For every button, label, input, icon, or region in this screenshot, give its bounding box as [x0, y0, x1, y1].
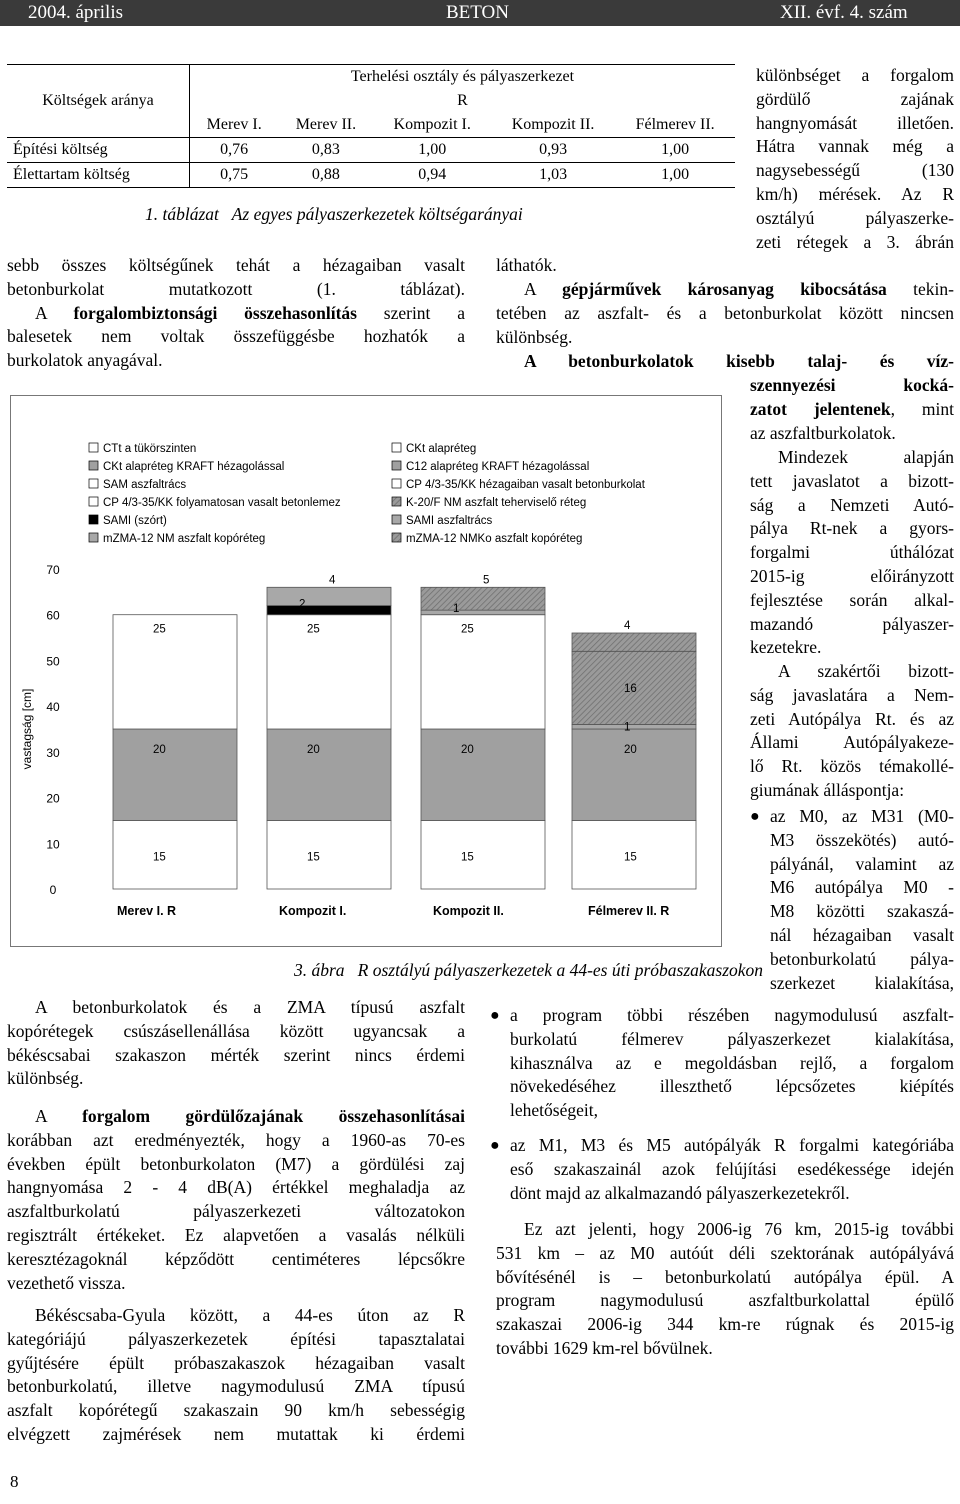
bar-segment — [113, 729, 237, 820]
table-caption: 1. táblázat Az egyes pályaszerkezetek költségarányai — [145, 204, 523, 224]
text-line: burkolatok anyagával. — [7, 350, 163, 371]
legend-right-swatch — [392, 443, 401, 452]
header-title: BETON — [446, 2, 509, 23]
text-line: kihasználva az e megoldásban rejlő, a forgalom — [510, 1052, 954, 1073]
text-line: pályánál, valamint az — [770, 853, 954, 874]
right-para-1 — [496, 254, 954, 278]
text-line: különbség. — [496, 326, 573, 347]
text-line: ság javaslatára a Nem- — [750, 684, 954, 705]
bar-data-label: 20 — [153, 744, 166, 756]
bar-data-label: 15 — [153, 851, 166, 864]
legend-left-swatch — [89, 443, 98, 452]
x-category-label: Merev I. R — [117, 904, 177, 918]
right-para-6 — [496, 1218, 954, 1361]
text-line: aszfaltburkolatú pályaszerkezeti változatokon — [7, 1201, 465, 1222]
x-category-label: Félmerev II. R — [588, 904, 670, 918]
table-cell: 0,75 — [190, 163, 279, 188]
figure-chart — [10, 395, 722, 947]
table-cell: 1,03 — [491, 163, 615, 188]
legend-left-label: CP 4/3-35/KK folyamatosan vasalt betonlemez — [103, 497, 341, 509]
text-line: A betonburkolatok és a ZMA típusú aszfalt — [35, 997, 465, 1017]
table-cell: 1,00 — [615, 138, 735, 163]
table-column-header: Félmerev II. — [615, 113, 735, 138]
right-column-top — [756, 64, 954, 254]
bar-segment — [421, 615, 545, 729]
legend-right-swatch — [392, 461, 401, 470]
text-line: gördülő zajának — [756, 88, 954, 109]
bar-data-label: 1 — [453, 603, 460, 616]
legend-right-label: mZMA-12 NMKo aszfalt kopóréteg — [406, 533, 583, 545]
table-row — [7, 163, 735, 188]
table-cell: 0,88 — [278, 163, 373, 188]
bullet-2: ● a program többi részében nagymodulusú aszfalt- burkolatú félmerev pályaszerkezet kialakítása, kihasználva az e megoldásban rejlő, a forgalom növekedéséhez illeszthető lépcsőzetes kiépítés lehetőségeit, — [490, 1004, 954, 1123]
right-para-2 — [496, 278, 954, 349]
table-cell: 0,94 — [374, 163, 491, 188]
figure-caption: 3. ábra R osztályú pályaszerkezetek a 44-es úti próbaszakaszokon — [294, 960, 764, 980]
bar-data-label: 15 — [307, 851, 320, 864]
text-line: nál hézagaiban vasalt — [770, 924, 954, 945]
legend-left-label: CKt alapréteg KRAFT hézagolással — [103, 461, 285, 473]
table-column-header: Merev II. — [278, 113, 373, 138]
text-line: zeti Autópálya Rt. és az — [750, 708, 954, 729]
table-column-header: Kompozit II. — [491, 113, 615, 138]
text-line: giumának álláspontja: — [750, 779, 905, 800]
y-tick-label: 0 — [49, 883, 57, 897]
bar-segment — [572, 633, 696, 651]
legend-left-swatch — [89, 497, 98, 506]
text-line: burkolatú félmerev pályaszerkezet kialakítása, — [510, 1028, 954, 1049]
right-para-4 — [750, 446, 954, 660]
legend-left-swatch — [89, 479, 98, 488]
bar-segment — [267, 820, 391, 889]
text-line: különbség. — [7, 1068, 84, 1089]
text-line: balesetek nem voltak összefüggésbe hozhatók a — [7, 326, 465, 347]
bar-segment — [113, 820, 237, 889]
bar-segment — [421, 820, 545, 889]
y-tick-label: 30 — [46, 745, 60, 760]
legend-right-label: C12 alapréteg KRAFT hézagolással — [406, 461, 590, 473]
bar-data-label: 20 — [624, 744, 637, 756]
left-para-test — [7, 1304, 465, 1447]
text-line: M6 autópálya M0 - — [770, 877, 954, 898]
text-line: eső szakaszainál azok felújítási esedékessége idején — [510, 1158, 954, 1179]
bar-segment — [113, 615, 237, 729]
text-line: betonburkolatú pálya- — [770, 948, 954, 969]
bar-data-label: 25 — [461, 623, 474, 636]
legend-right-swatch — [392, 515, 401, 524]
text-line: szennyezési kocká- — [750, 375, 954, 395]
legend-right-label: CP 4/3-35/KK hézagaiban vasalt betonburkolat — [406, 479, 645, 491]
bar-segment — [572, 729, 696, 820]
table-row — [7, 138, 735, 163]
text-line: növekedéséhez illeszthető lépcsőzetes kiépítés — [510, 1076, 954, 1097]
legend-right-label: K-20/F NM aszfalt teherviselő réteg — [406, 497, 587, 509]
y-tick-label: 50 — [46, 654, 60, 669]
text-line: elvégzett zajmérések nem mutattak ki érdemi — [7, 1423, 465, 1444]
header-date: 2004. április — [28, 2, 123, 23]
text-line: kategóriájú pályaszerkezetek építési tapasztalatai — [7, 1328, 465, 1349]
bullet-3: ● az M1, M3 és M5 autópályák R forgalmi kategóriába eső szakaszainál azok felújítási esedékessége idején dönt majd az alkalmazandó pályaszerkezetekről. — [490, 1134, 954, 1205]
stacked-bar-chart — [11, 396, 721, 946]
text-line: békéscsabai szakaszon mérték szerint nincs érdemi — [7, 1044, 465, 1065]
text-line: A forgalom gördülőzajának összehasonlításai — [35, 1106, 465, 1126]
legend-right-label: CKt alapréteg — [406, 443, 477, 455]
legend-right-swatch — [392, 533, 401, 542]
y-tick-label: 70 — [46, 563, 60, 577]
text-line: 531 km – az M0 autóút déli szektorának autópályává — [496, 1242, 954, 1263]
bullet-1: ● az M0, az M31 (M0- M3 összekötés) autó- pályánál, valamint az M6 autópálya M0 - M8 közötti szakaszá- nál hézagaiban vasalt betonburkolatú pálya- szerkezet kialakítása, — [750, 805, 954, 995]
text-line: pálya Rt-nek a gyors- — [750, 518, 954, 539]
text-line: Mindezek alapján — [778, 447, 954, 467]
text-line: A gépjárművek károsanyag kibocsátása tekin- — [524, 279, 954, 299]
table-cell: 0,76 — [190, 138, 279, 163]
text-line: betonburkolatú, illetve nagymodulusú ZMA típusú — [7, 1376, 465, 1397]
text-line: kopórétegek csúszásellenállása között ugyancsak a — [7, 1020, 465, 1041]
legend-right-swatch — [392, 497, 401, 506]
table-group-header: Terhelési osztály és pályaszerkezet — [190, 65, 736, 90]
bar-segment — [267, 606, 391, 615]
bar-segment — [267, 729, 391, 820]
text-line: sebb összes költségűnek tehát a hézagaiban vasalt — [7, 255, 465, 275]
text-line: kezetekre. — [750, 637, 822, 658]
table-cell: 1,00 — [374, 138, 491, 163]
y-axis-label: vastagság [cm] — [20, 688, 34, 770]
bar-segment — [267, 587, 391, 605]
legend-left-label: SAMI (szórt) — [103, 515, 167, 527]
bar-segment — [572, 724, 696, 729]
text-line: az M1, M3 és M5 autópályák R forgalmi kategóriába — [510, 1135, 954, 1155]
bar-data-label: 4 — [329, 574, 336, 587]
text-line: korábban azt eredményezték, hogy a 1960-as 70-es — [7, 1129, 465, 1150]
bar-data-label: 20 — [307, 744, 320, 756]
x-category-label: Kompozit II. — [433, 904, 504, 918]
bar-data-label: 25 — [307, 623, 320, 636]
text-line: szerkezet kialakítása, — [770, 972, 954, 993]
page-header — [0, 0, 960, 26]
text-line: zatot jelentenek, mint — [750, 398, 954, 419]
text-line: Állami Autópályakeze- — [750, 732, 954, 753]
text-line: vezethető vissza. — [7, 1272, 126, 1293]
bar-segment — [421, 610, 545, 615]
text-line: M8 közötti szakaszá- — [770, 901, 954, 922]
text-line: M3 összekötés) autó- — [770, 829, 954, 850]
text-line: osztályú pályaszerke- — [756, 207, 954, 228]
legend-left-swatch — [89, 533, 98, 542]
text-line: lehetőségeit, — [510, 1100, 598, 1121]
text-line: nagysebességű (130 — [756, 160, 954, 181]
text-line: különbséget a forgalom — [756, 65, 954, 85]
bar-data-label: 2 — [299, 598, 306, 611]
y-tick-label: 60 — [46, 608, 60, 623]
table-column-header: Merev I. — [190, 113, 279, 138]
text-line: keresztézagoknál képződött centiméteres lépcsőkre — [7, 1248, 465, 1269]
text-line: regisztrált értékeket. Ez alapvetően a vasalás nélküli — [7, 1224, 465, 1245]
text-line: km/h) mérések. Az R — [756, 183, 954, 204]
text-line: tetében az aszfalt- és a betonburkolat között nincsen — [496, 302, 954, 323]
table-corner: Költségek aránya — [7, 65, 190, 138]
right-para-3 — [750, 374, 954, 445]
text-line: hangnyomását illetően. — [756, 112, 954, 133]
y-tick-label: 40 — [46, 700, 60, 715]
table-cell: 0,83 — [278, 138, 373, 163]
text-line: az aszfaltburkolatok. — [750, 422, 896, 443]
right-para-3-first: A betonburkolatok kisebb talaj- és víz- — [524, 351, 954, 371]
table-row-label: Élettartam költség — [7, 163, 190, 188]
text-line: A szakértői bizott- — [778, 661, 954, 681]
bar-data-label: 15 — [624, 851, 637, 864]
text-line: Hátra vannak még a — [756, 136, 954, 157]
y-tick-label: 10 — [46, 837, 60, 852]
bar-segment — [421, 587, 545, 610]
bar-data-label: 20 — [461, 744, 474, 756]
table-class-label: R — [457, 92, 468, 109]
bar-data-label: 16 — [624, 682, 637, 695]
text-line: aszfalt kopórétegű szakaszain 90 km/h sebességig — [7, 1400, 465, 1421]
text-line: mazandó pályaszer- — [750, 613, 954, 634]
text-line: hangnyomása 2 - 4 dB(A) értékkel meghaladja az — [7, 1177, 465, 1198]
table-cell: 1,00 — [615, 163, 735, 188]
y-tick-label: 20 — [46, 791, 60, 806]
legend-left-label: CTt a tükörszinten — [103, 443, 197, 455]
text-line: az M0, az M31 (M0- — [770, 806, 954, 826]
bar-segment — [267, 615, 391, 729]
legend-left-swatch — [89, 461, 98, 470]
legend-left-label: SAM aszfaltrács — [103, 479, 187, 491]
text-line: fejlesztése során alkal- — [750, 589, 954, 610]
table-column-header: Kompozit I. — [374, 113, 491, 138]
legend-left-label: mZMA-12 NM aszfalt kopóréteg — [103, 533, 266, 545]
text-line: tett javaslatot a bizott- — [750, 470, 954, 491]
left-para-noise — [7, 1105, 465, 1295]
text-line: gyűjtésére épült próbaszakaszok hézagaiban vasalt — [7, 1352, 465, 1373]
bar-data-label: 4 — [624, 620, 631, 632]
left-para-friction — [7, 996, 465, 1091]
text-line: A forgalombiztonsági összehasonlítás szerint a — [35, 302, 465, 323]
legend-right-label: SAMI aszfaltrács — [406, 515, 493, 527]
x-category-label: Kompozit I. — [279, 904, 347, 918]
bar-data-label: 5 — [483, 574, 490, 587]
header-issue: XII. évf. 4. szám — [780, 2, 908, 23]
left-paragraph-top — [7, 254, 465, 373]
text-line: program nagymodulusú aszfaltburkolattal épülő — [496, 1290, 954, 1311]
cost-table — [7, 64, 735, 224]
text-line: 2015-ig előirányzott — [750, 565, 954, 586]
bar-data-label: 1 — [624, 721, 631, 734]
right-para-5 — [750, 660, 954, 803]
text-line: láthatók. — [496, 255, 557, 275]
bar-data-label: 25 — [153, 623, 166, 636]
legend-right-swatch — [392, 479, 401, 488]
text-line: ság a Nemzeti Autó- — [750, 494, 954, 515]
text-line: években épült betonburkolaton (M7) a gördülési zaj — [7, 1153, 465, 1174]
cost-table-grid — [7, 64, 735, 188]
bar-segment — [421, 729, 545, 820]
table-cell: 0,93 — [491, 138, 615, 163]
text-line: forgalmi úthálózat — [750, 542, 954, 563]
text-line: betonburkolat mutatkozott (1. táblázat). — [7, 278, 465, 299]
text-line: zeti rétegek a 3. ábrán — [756, 231, 954, 252]
bar-data-label: 15 — [461, 851, 474, 864]
text-line: további 1629 km-rel bővülnek. — [496, 1337, 713, 1358]
text-line: szakaszai 2006-ig 344 km-re rúgnak és 2015-ig — [496, 1314, 954, 1335]
text-line: bővítésénél is – betonburkolatú autópálya épül. A — [496, 1266, 954, 1287]
text-line: lő Rt. közös témakollé- — [750, 756, 954, 777]
text-line: dönt majd az alkalmazandó pályaszerkezetekről. — [510, 1182, 850, 1203]
page-number: 8 — [10, 1472, 19, 1491]
text-line: Ez azt jelenti, hogy 2006-ig 76 km, 2015-ig további — [524, 1219, 954, 1239]
text-line: Békéscsaba-Gyula között, a 44-es úton az R — [35, 1305, 465, 1325]
text-line: a program többi részében nagymodulusú aszfalt- — [510, 1005, 954, 1025]
legend-left-swatch — [89, 515, 98, 524]
table-row-label: Építési költség — [7, 138, 190, 163]
